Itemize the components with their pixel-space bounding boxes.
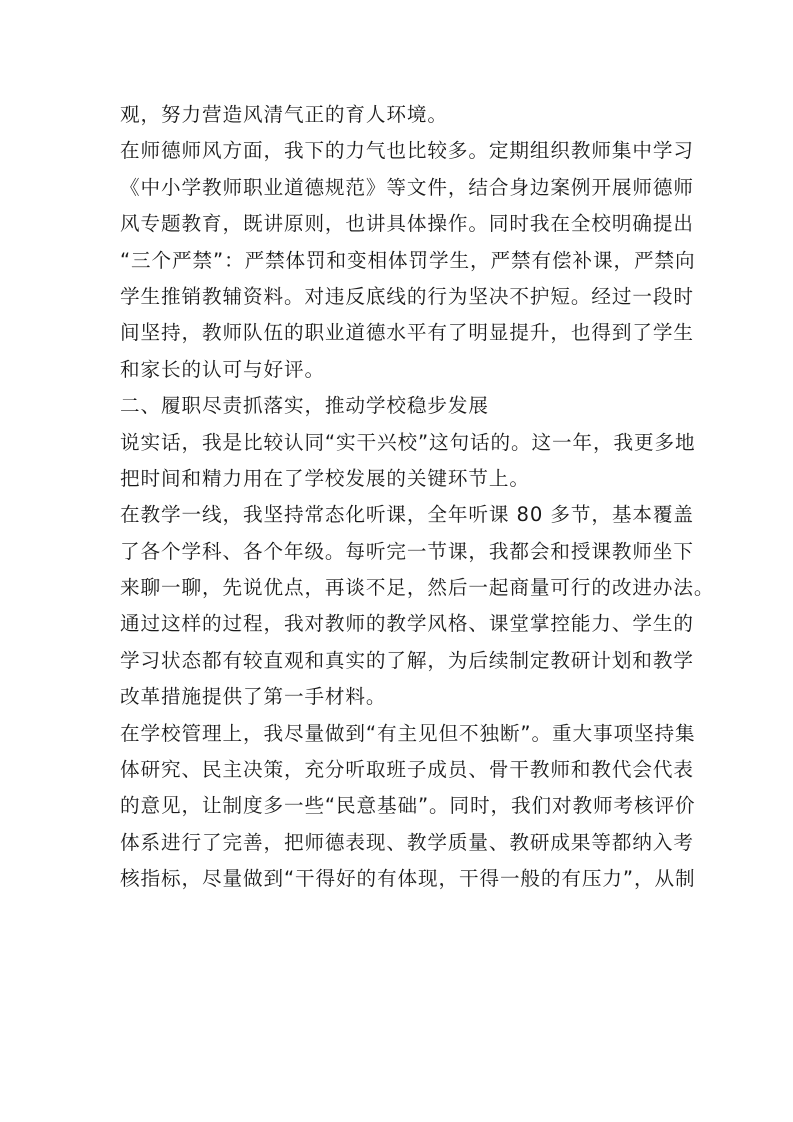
text-line: 《中小学教师职业道德规范》等文件，结合身边案例开展师德师 — [120, 175, 694, 199]
text-line: 在教学一线，我坚持常态化听课，全年听课 80 多节，基本覆盖 — [120, 503, 694, 527]
text-line: 体系进行了完善，把师德表现、教学质量、教研成果等都纳入考 — [120, 830, 694, 854]
text-line: 在学校管理上，我尽量做到“有主见但不独断”。重大事项坚持集 — [120, 721, 696, 745]
text-line: “三个严禁”：严禁体罚和变相体罚学生，严禁有偿补课，严禁向 — [120, 248, 696, 272]
text-line: 通过这样的过程，我对教师的教学风格、课堂掌控能力、学生的 — [120, 612, 694, 636]
text-line: 把时间和精力用在了学校发展的关键环节上。 — [120, 466, 530, 490]
text-line: 风专题教育，既讲原则，也讲具体操作。同时我在全校明确提出 — [120, 212, 694, 236]
text-line: 的意见，让制度多一些“民意基础”。同时，我们对教师考核评价 — [120, 794, 696, 818]
document-body — [120, 97, 715, 898]
text-line: 学习状态都有较直观和真实的了解，为后续制定教研计划和教学 — [120, 648, 694, 672]
text-line: 观，努力营造风清气正的育人环境。 — [120, 103, 448, 126]
text-line: 改革措施提供了第一手材料。 — [120, 685, 387, 709]
text-line: 在师德师风方面，我下的力气也比较多。定期组织教师集中学习 — [120, 139, 694, 163]
section-heading: 二、履职尽责抓落实，推动学校稳步发展 — [120, 394, 489, 418]
text-line: 体研究、民主决策，充分听取班子成员、骨干教师和教代会代表 — [120, 758, 694, 782]
text-line: 学生推销教辅资料。对违反底线的行为坚决不护短。经过一段时 — [120, 284, 694, 308]
text-line: 间坚持，教师队伍的职业道德水平有了明显提升，也得到了学生 — [120, 321, 694, 345]
text-line: 核指标，尽量做到“干得好的有体现，干得一般的有压力”，从制 — [120, 867, 696, 891]
text-line: 了各个学科、各个年级。每听完一节课，我都会和授课教师坐下 — [120, 539, 694, 563]
text-line: 说实话，我是比较认同“实干兴校”这句话的。这一年，我更多地 — [120, 430, 696, 454]
text-line: 来聊一聊，先说优点，再谈不足，然后一起商量可行的改进办法。 — [120, 576, 715, 600]
text-line: 和家长的认可与好评。 — [120, 357, 325, 381]
